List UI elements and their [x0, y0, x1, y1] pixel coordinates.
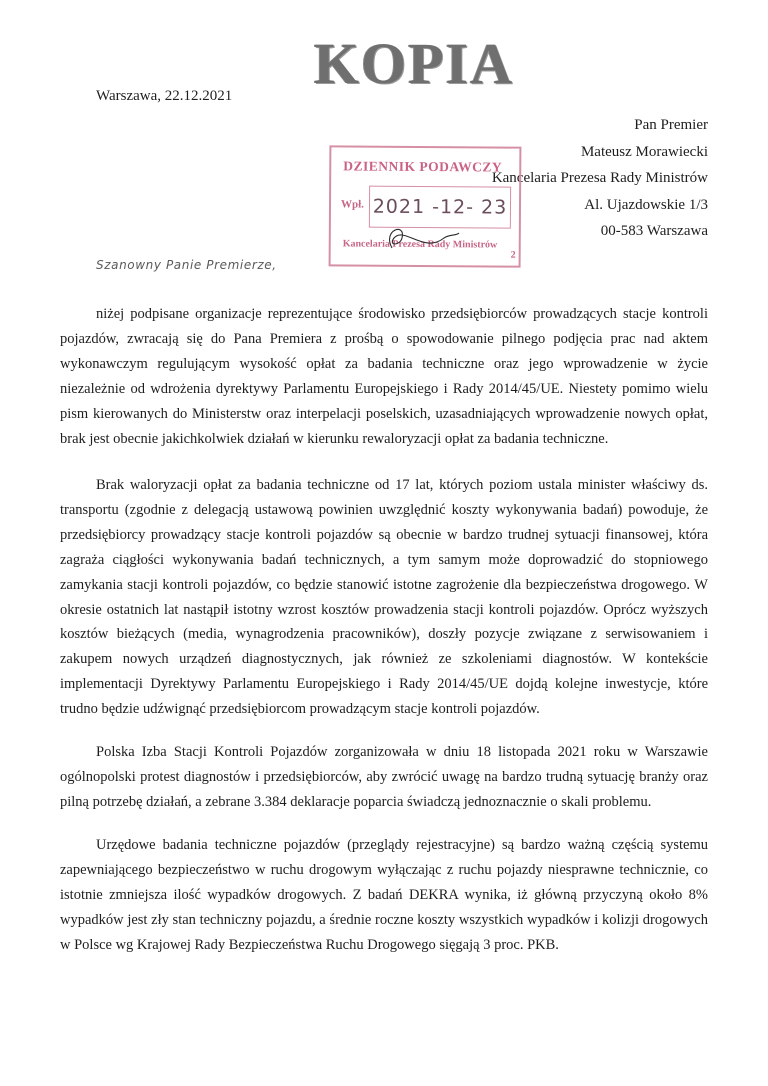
recipient-line-title: Pan Premier — [634, 117, 708, 133]
recipient-line-office: Kancelaria Prezesa Rady Ministrów — [491, 170, 708, 186]
handwritten-signature — [380, 224, 460, 254]
recipient-address — [492, 112, 708, 245]
body-paragraph-1: niżej podpisane organizacje reprezentujące środowisko przedsiębiorców prowadzących stacje kontroli pojazdów, zwracają się do Pana Premiera z prośbą o spowodowanie pilnego podjęcia prac nad aktem wykonawczym regulującym wysokość opłat za badania techniczne oraz jego wprowadzenie w życie niezależnie od wdrożenia dyrektywy Parlamentu Europejskiego i Rady 2014/45/UE. Niestety pomimo wielu pism kierowanych do Ministerstw oraz interpelacji poselskich, uzasadniających wprowadzenie nowych opłat, brak jest obecnie jakichkolwiek działań w kierunku rewaloryzacji opłat za badania techniczne. — [60, 306, 708, 447]
recipient-line-city: 00-583 Warszawa — [600, 223, 708, 239]
stamp-office: Kancelaria Prezesa Rady Ministrów — [342, 238, 498, 251]
copy-stamp: KOPIA — [314, 31, 515, 96]
stamp-title: DZIENNIK PODAWCZY — [343, 158, 503, 175]
body-paragraph-4: Urzędowe badania techniczne pojazdów (przeglądy rejestracyjne) są bardzo ważną częścią systemu zapewniającego bezpieczeństwo w ruchu drogowym wyłączając z ruchu pojazdy niesprawne technicznie, co istotnie zmniejsza ilość wypadków drogowych. Z badań DEKRA wynika, iż główną przyczyną około 8% wypadków jest zły stan techniczny pojazdu, a średnie roczne koszty wszystkich wypadków i kolizji drogowych w Polsce wg Krajowej Rady Bezpieczeństwa Ruchu Drogowego sięgają 3 proc. PKB. — [60, 837, 708, 953]
stamp-received-date: 2021 -12- 23 — [372, 195, 508, 219]
recipient-line-name: Mateusz Morawiecki — [580, 143, 708, 160]
body-paragraph-2: Brak waloryzacji opłat za badania techniczne od 17 lat, których poziom ustala minister właściwy ds. transportu (zgodnie z delegacją ustawową powinien uwzględnić koszty wykonywania badań) powoduje, że przedsiębiorcy prowadzący stacje kontroli pojazdów są obecnie w bardzo trudnej sytuacji finansowej, która zagraża ciągłości wykonywania badań technicznych, a tym samym może doprowadzić do stopniowego zamykania stacji kontroli pojazdów, co będzie stanowić istotne zagrożenie dla bezpieczeństwa drogowego. W okresie ostatnich lat nastąpił istotny wzrost kosztów prowadzenia stacji kontroli pojazdów. Oprócz wyższych kosztów bieżących (media, wynagrodzenia pracowników), doszły pozycje związane z serwisowaniem i zakupem nowych urządzeń diagnostycznych, jak również ze szkoleniami diagnostów. W kontekście implementacji Dyrektywy Parlamentu Europejskiego i Rady 2014/45/UE dojdą kolejne inwestycje, które trudno będzie udźwignąć przedsiębiorcom prowadzącym stacje kontroli pojazdów. — [60, 477, 708, 718]
stamp-received-label: Wpł. — [340, 198, 364, 211]
recipient-line-street: Al. Ujazdowskie 1/3 — [584, 196, 708, 213]
place-date: Warszawa, 22.12.2021 — [96, 88, 233, 104]
salutation: Szanowny Panie Premierze, — [96, 258, 277, 272]
body-paragraph-3: Polska Izba Stacji Kontroli Pojazdów zorganizowała w dniu 18 listopada 2021 roku w Warszawie ogólnopolski protest diagnostów i przedsiębiorców, aby zwrócić uwagę na bardzo trudną sytuację branży oraz pilną potrzebę działań, a zebrane 3.384 deklaracje poparcia świadczą jednoznacznie o skali problemu. — [60, 744, 708, 810]
stamp-date-box — [369, 186, 511, 229]
stamp-number: 2 — [510, 249, 516, 261]
